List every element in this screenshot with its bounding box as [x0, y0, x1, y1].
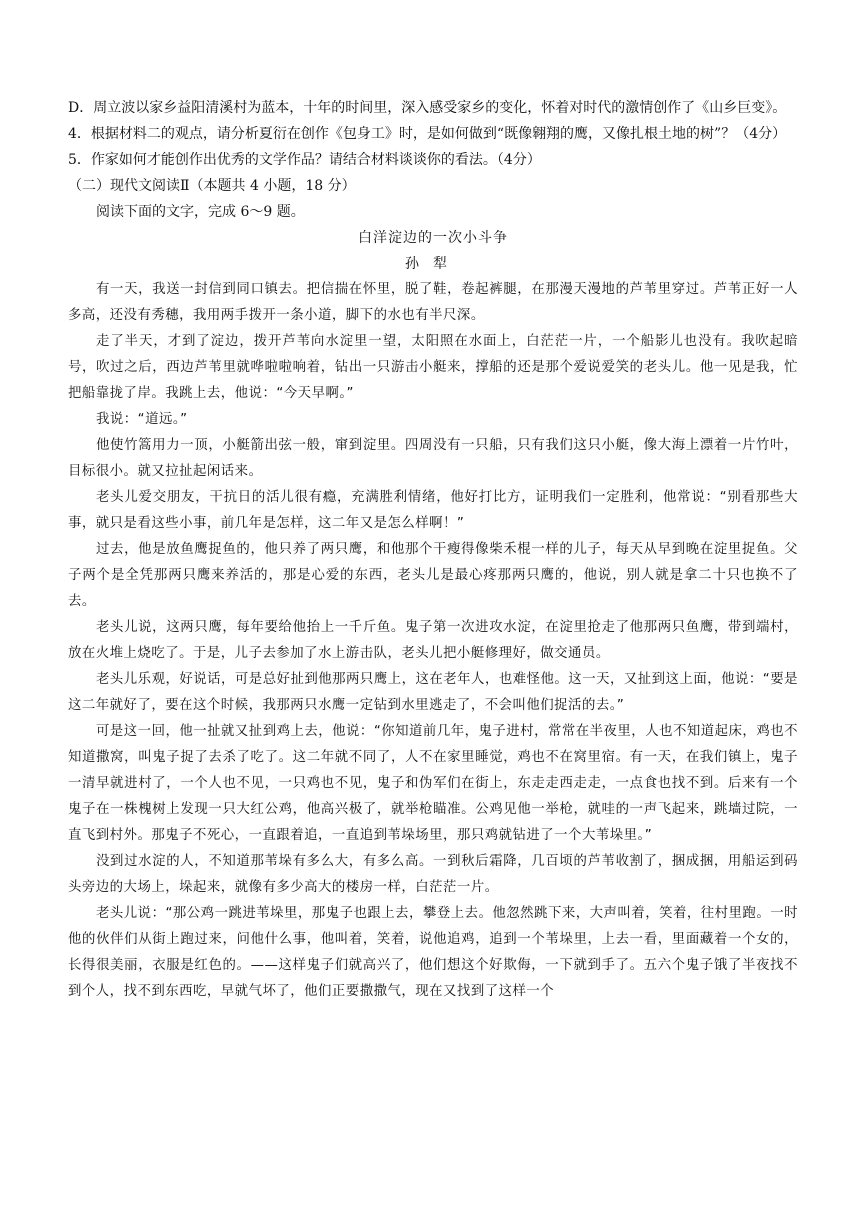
- article-paragraph: 老头儿爱交朋友，干抗日的活儿很有瘾，充满胜利情绪，他好打比方，证明我们一定胜利，他常说：“别看那些大事，就只是看这些小事，前几年是怎样，这二年又是怎么样啊！”: [68, 490, 798, 531]
- article-paragraph: 走了半天，才到了淀边，拨开芦苇向水淀里一望，太阳照在水面上，白茫茫一片，一个船影儿也没有。我吹起暗号，吹过之后，西边芦苇里就哗啦啦响着，钻出一只游击小艇来，撑船的还是那个爱说爱笑的老头儿。他一见是我，忙把船靠拢了岸。我跳上去，他说：“今天早啊。”: [68, 334, 798, 401]
- article-paragraph: 老头儿乐观，好说话，可是总好扯到他那两只鹰上，这在老年人，也难怪他。这一天，又扯到这上面，他说：“要是这二年就好了，要在这个时候，我那两只水鹰一定钻到水里逃走了，不会叫他们捉活的去。”: [68, 672, 798, 713]
- article-paragraph: 过去，他是放鱼鹰捉鱼的，他只养了两只鹰，和他那个干瘦得像柴禾棍一样的儿子，每天从早到晚在淀里捉鱼。父子两个是全凭那两只鹰来养活的，那是心爱的东西，老头儿是最心疼那两只鹰的，他说，别人就是拿二十只也换不了去。: [68, 542, 798, 609]
- article-paragraph: 没到过水淀的人，不知道那苇垛有多么大，有多么高。一到秋后霜降，几百顷的芦苇收割了，捆成捆，用船运到码头旁边的大场上，垛起来，就像有多少高大的楼房一样，白茫茫一片。: [68, 854, 798, 895]
- article-paragraph: 有一天，我送一封信到同口镇去。把信揣在怀里，脱了鞋，卷起裤腿，在那漫天漫地的芦苇里穿过。芦苇正好一人多高，还没有秀穗，我用两手拨开一条小道，脚下的水也有半尺深。: [68, 282, 798, 323]
- question-d-option: D．周立波以家乡益阳清溪村为蓝本，十年的时间里，深入感受家乡的变化，怀着对时代的激情创作了《山乡巨变》。: [68, 100, 787, 116]
- article-paragraph: 老头儿说：“那公鸡一跳进苇垛里，那鬼子也跟上去，攀登上去。他忽然跳下来，大声叫着，笑着，往村里跑。一时他的伙伴们从街上跑过来，问他什么事，他叫着，笑着，说他追鸡，追到一个苇垛里，上去一看，里面藏着一个女的，长得很美丽，衣服是红色的。——这样鬼子们就高兴了，他们想这个好欺侮，一下就到手了。五六个鬼子饿了半夜找不到个人，找不到东西吃，早就气坏了，他们正要撒撒气，现在又找到了这样一个: [68, 906, 798, 999]
- section-heading: （二）现代文阅读Ⅱ（本题共 4 小题，18 分）: [68, 178, 356, 194]
- article-paragraph: 我说：“道远。”: [96, 412, 188, 427]
- article-paragraph: 可是这一回，他一扯就又扯到鸡上去，他说：“你知道前几年，鬼子进村，常常在半夜里，人也不知道起床，鸡也不知道撒窝，叫鬼子捉了去杀了吃了。这二年就不同了，人不在家里睡觉，鸡也不在窝里宿。有一天，在我们镇上，鬼子一清早就进村了，一个人也不见，一只鸡也不见，鬼子和伪军们在街上，东走走西走走，一点食也找不到。后来有一个鬼子在一株槐树上发现一只大红公鸡，他高兴极了，就举枪瞄准。公鸡见他一举枪，就哇的一声飞起来，跳墙过院，一直飞到村外。那鬼子不死心，一直跟着追，一直追到苇垛场里，那只鸡就钻进了一个大苇垛里。”: [68, 724, 798, 843]
- question-4: 4．根据材料二的观点，请分析夏衍在创作《包身工》时，是如何做到“既像翱翔的鹰，又像扎根土地的树”？（4分）: [68, 126, 787, 142]
- section-instruction: 阅读下面的文字，完成 6～9 题。: [96, 204, 305, 220]
- article-title: 白洋淀边的一次小斗争: [358, 230, 508, 246]
- question-5: 5．作家如何才能创作出优秀的文学作品？请结合材料谈谈你的看法。（4分）: [68, 152, 541, 168]
- article-paragraph: 他使竹篙用力一顶，小艇箭出弦一般，窜到淀里。四周没有一只船，只有我们这只小艇，像大海上漂着一片竹叶，目标很小。就又拉扯起闲话来。: [68, 438, 798, 479]
- article-body: [68, 277, 798, 1005]
- article-paragraph: 老头儿说，这两只鹰，每年要给他抬上一千斤鱼。鬼子第一次进攻水淀，在淀里抢走了他那两只鱼鹰，带到端村，放在火堆上烧吃了。于是，儿子去参加了水上游击队，老头儿把小艇修理好，做交通员。: [68, 620, 798, 661]
- article-author: 孙犁: [405, 256, 461, 272]
